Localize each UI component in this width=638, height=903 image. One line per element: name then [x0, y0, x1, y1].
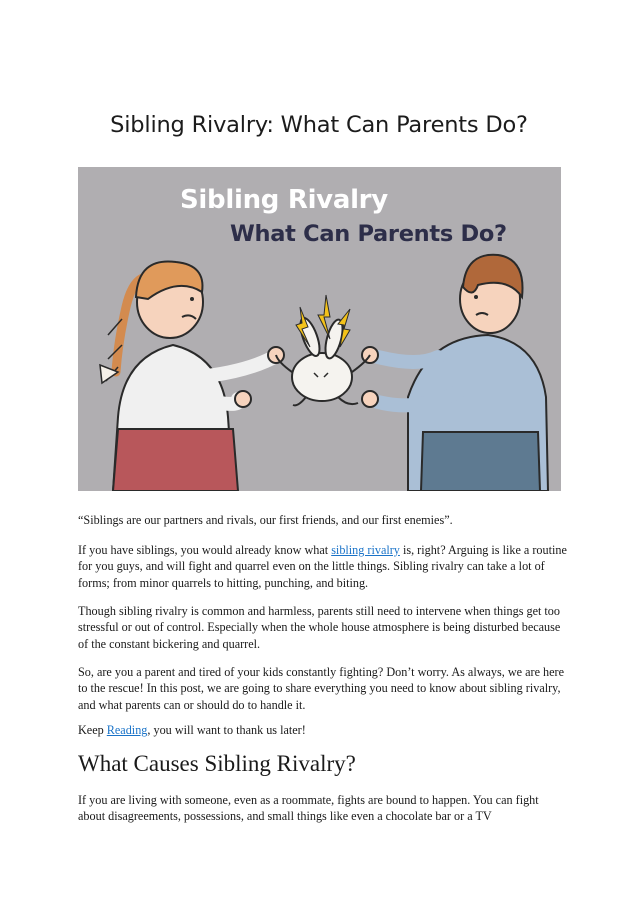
hero-illustration [78, 167, 561, 491]
paragraph-intro [78, 542, 568, 591]
section-heading: What Causes Sibling Rivalry? [78, 751, 356, 776]
paragraph-causes: If you are living with someone, even as a roommate, fights are bound to happen. You can fight about disagreements, possessions, and small things like even a chocolate bar or a TV [78, 793, 539, 824]
opening-quote: “Siblings are our partners and rivals, our first friends, and our first enemies”. [78, 513, 453, 527]
hero-subheadline: What Can Parents Do? [230, 221, 507, 247]
paragraph-intervene: Though sibling rivalry is common and harmless, parents still need to intervene when things get too stressful or out of control. Especially when the whole house atmosphere is being disturbed because of the constant bickering and quarrel. [78, 604, 561, 651]
page-title: Sibling Rivalry: What Can Parents Do? [110, 112, 528, 138]
paragraph-intro-text-1: If you have siblings, you would already know what [78, 543, 332, 557]
sibling-rivalry-link[interactable]: sibling rivalry [331, 543, 400, 557]
paragraph-keep-reading [78, 722, 568, 738]
boy-figure [362, 255, 548, 491]
hero-headline: Sibling Rivalry [180, 185, 388, 215]
reading-link[interactable]: Reading [106, 723, 148, 737]
paragraph-rescue: So, are you a parent and tired of your kids constantly fighting? Don’t worry. As always, we are here to the rescue! In this post, we are going to share everything you need to know about sibling rivalry, and what parents can or should do to handle it. [78, 665, 565, 712]
keep-reading-text-1: Keep [78, 723, 107, 737]
stuffed-bunny [276, 316, 370, 406]
girl-figure [100, 261, 284, 491]
kids-tug-of-war-illustration [78, 167, 561, 491]
paragraph-intro-text-2: is, right? Arguing is like a routine for you guys, and will fight and quarrel even on the little things. Sibling rivalry can take a lot of forms; from minor quarrels to hitting, punching, and biting. [78, 543, 567, 590]
keep-reading-text-2: , you will want to thank us later! [147, 723, 306, 737]
